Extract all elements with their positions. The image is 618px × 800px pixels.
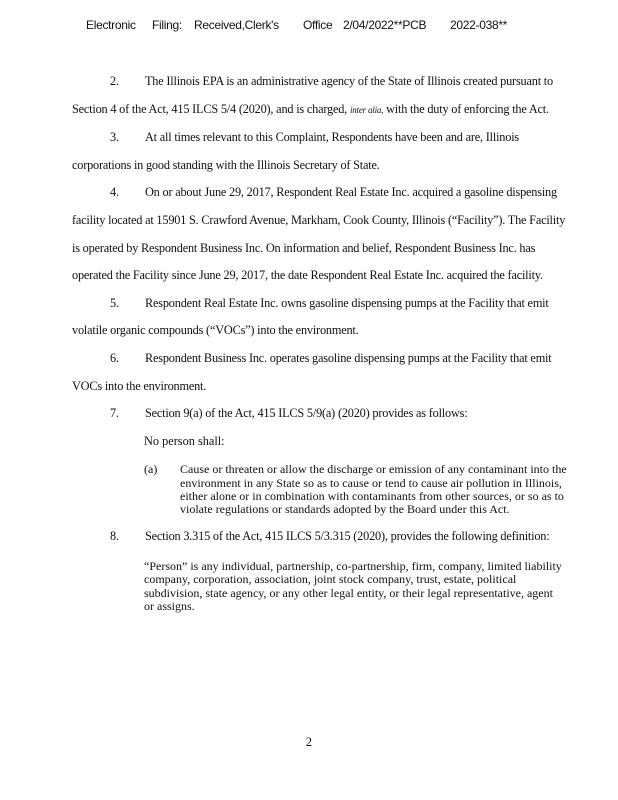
statute-subsection <box>144 463 572 516</box>
header-office: Office <box>303 18 333 32</box>
document-body <box>72 68 572 613</box>
filing-stamp-header <box>0 18 618 34</box>
paragraph-number: 6. <box>110 350 119 365</box>
paragraph-7 <box>72 400 572 428</box>
paragraph-number: 2. <box>110 74 119 88</box>
subsection-text: Cause or threaten or allow the discharge or emission of any contaminant into the environment in any State so as to cause or tend to cause air pollution in Illinois, either alone or in combination with contaminants from other sources, or so as to violate regulations or standards adopted by the Board under this Act. <box>180 462 567 517</box>
page-number: 2 <box>305 735 313 749</box>
paragraph-text: Respondent Real Estate Inc. owns gasoline dispensing pumps at the Facility that emit volatile organic compounds (“VOCs”) into the environment. <box>72 295 549 338</box>
paragraph-text: Section 3.315 of the Act, 415 ILCS 5/3.315 (2020), provides the following definition: <box>145 528 550 543</box>
paragraph-6 <box>72 345 572 400</box>
paragraph-number: 5. <box>110 295 119 310</box>
definition-quote: “Person” is any individual, partnership, co-partnership, firm, company, limited liability company, corporation, association, joint stock company, trust, estate, political subdivision, state agency, or any other legal entity, or their legal representative, agent or assigns. <box>144 559 562 613</box>
header-date: 2/04/2022**PCB <box>343 18 427 32</box>
header-received: Received,Clerk's <box>194 18 279 32</box>
paragraph-text: Respondent Business Inc. operates gasoline dispensing pumps at the Facility that emit VOCs into the environment. <box>72 350 552 393</box>
paragraph-3 <box>72 124 572 179</box>
header-filing: Filing: <box>152 18 182 32</box>
paragraph-number: 4. <box>110 185 119 200</box>
paragraph-number: 8. <box>110 528 119 543</box>
header-electronic: Electronic <box>86 18 136 32</box>
statute-intro: No person shall: <box>144 433 225 448</box>
paragraph-number: 3. <box>110 130 119 145</box>
paragraph-text: The Illinois EPA is an administrative agency of the State of Illinois created pursuant to Section 4 of the Act, 415 ILCS 5/4 (2020), and is charged, <box>72 74 553 116</box>
paragraph-text-cont: with the duty of enforcing the Act. <box>383 101 549 116</box>
paragraph-number: 7. <box>110 406 119 421</box>
paragraph-4 <box>72 179 572 289</box>
paragraph-2 <box>72 68 572 124</box>
paragraph-text: At all times relevant to this Complaint, Respondents have been and are, Illinois corporations in good standing with the Illinois Secretary of State. <box>72 130 520 172</box>
paragraph-text: On or about June 29, 2017, Respondent Real Estate Inc. acquired a gasoline dispensing facility located at 15901 S. Crawford Avenue, Markham, Cook County, Illinois (“Facility”). The Facility is operated by Respondent Business Inc. On information and belief, Respondent Business Inc. has operated the Facility since June 29, 2017, the date Respondent Real Estate Inc. acquired the facility. <box>72 185 566 283</box>
paragraph-8 <box>72 523 572 551</box>
subsection-label: (a) <box>144 462 158 477</box>
header-case-number: 2022-038** <box>450 18 508 32</box>
paragraph-text: Section 9(a) of the Act, 415 ILCS 5/9(a) (2020) provides as follows: <box>145 406 468 421</box>
latin-phrase: inter alia, <box>349 104 384 115</box>
paragraph-5 <box>72 290 572 345</box>
